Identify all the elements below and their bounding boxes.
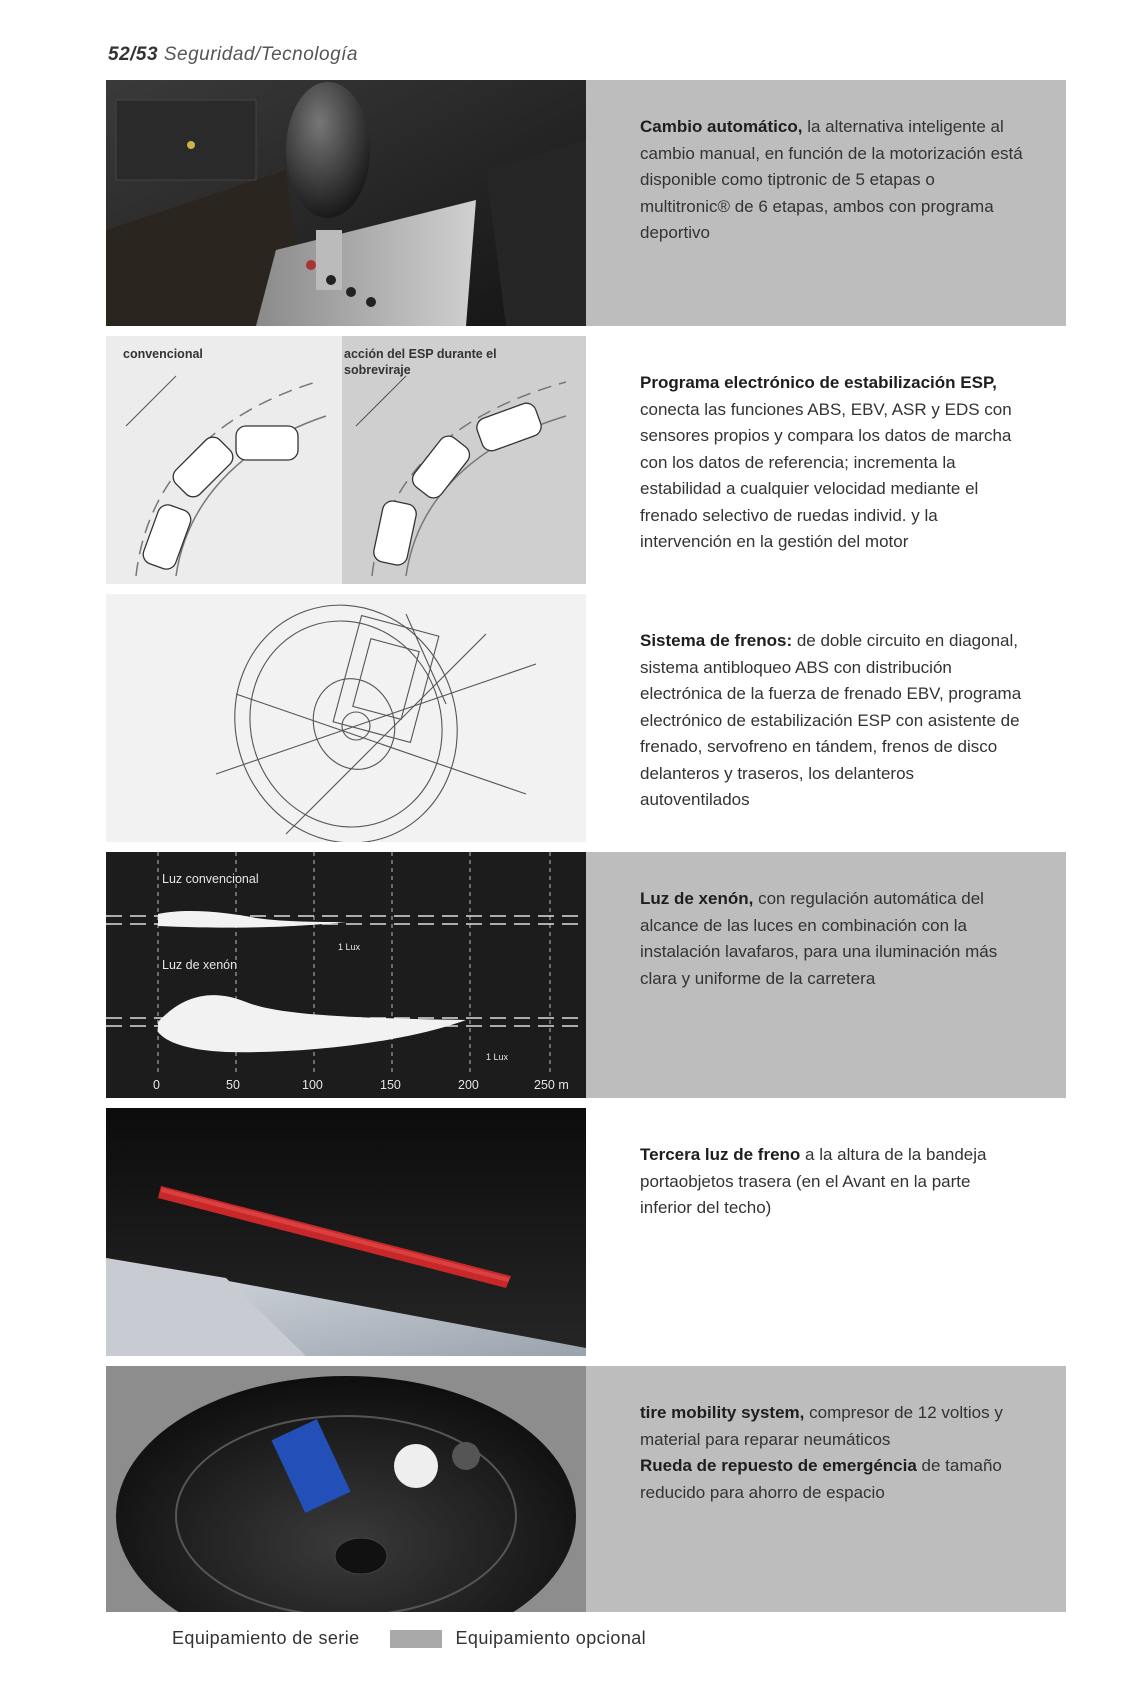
spare-wheel-photo <box>106 1366 586 1612</box>
text-frenos <box>586 594 1066 842</box>
section-title: Seguridad/Tecnología <box>163 44 358 65</box>
row-frenos <box>106 594 1066 842</box>
title-cambio: Cambio automático, <box>640 117 803 136</box>
xenon-light-chart <box>106 852 586 1098</box>
brake-drawing <box>106 594 586 842</box>
text-tercera-luz <box>586 1108 1066 1356</box>
esp-label-right: acción del ESP durante el sobreviraje <box>344 347 497 377</box>
tick-100: 100 <box>302 1078 323 1092</box>
legend-serie-label: Equipamiento de serie <box>172 1628 360 1648</box>
text-esp <box>586 336 1066 584</box>
body-xenon: con regulación automática del alcance de las luces en combinación con la instalación lavafaros, para una iluminación más clara y uniforme de la carretera <box>640 889 998 988</box>
page-header <box>108 44 358 66</box>
title-frenos: Sistema de frenos: <box>640 631 793 650</box>
title-esp: Programa electrónico de estabilización ESP, <box>640 373 997 392</box>
row-xenon <box>106 852 1066 1098</box>
legend-opcional-label: Equipamiento opcional <box>455 1628 647 1648</box>
lux-xenon: 1 Lux <box>486 1052 509 1062</box>
body-cambio: la alternativa inteligente al cambio manual, en función de la motorización está disponible como tiptronic de 5 etapas o multitronic® de 6 etapas, ambos con programa deportivo <box>640 117 1023 242</box>
lux-convencional: 1 Lux <box>338 942 361 952</box>
legend-serie-swatch <box>106 1630 158 1648</box>
title-rueda-repuesto: Rueda de repuesto de emergéncia <box>640 1456 917 1475</box>
esp-diagram <box>106 336 586 584</box>
legend-opcional-swatch <box>390 1630 442 1648</box>
page-numbers: 52/53 <box>108 44 159 65</box>
title-xenon: Luz de xenón, <box>640 889 754 908</box>
label-luz-convencional: Luz convencional <box>162 872 259 886</box>
body-tercera-luz: a la altura de la bandeja portaobjetos trasera (en el Avant en la parte inferior del techo) <box>640 1145 987 1217</box>
label-luz-xenon: Luz de xenón <box>162 958 238 972</box>
text-tire-mobility <box>586 1366 1066 1612</box>
tick-0: 0 <box>153 1078 160 1092</box>
text-xenon <box>586 852 1066 1098</box>
tick-250: 250 m <box>534 1078 569 1092</box>
body-esp: conecta las funciones ABS, EBV, ASR y EDS con sensores propios y compara los datos de marcha con los datos de referencia; incrementa la estabilidad a cualquier velocidad mediante el frenado selectivo de ruedas individ. y la intervención en la gestión del motor <box>640 399 1012 551</box>
text-cambio <box>586 80 1066 326</box>
esp-label-left: convencional <box>123 347 203 361</box>
legend-opcional <box>390 1628 647 1649</box>
brake-light-photo <box>106 1108 586 1356</box>
tick-50: 50 <box>226 1078 240 1092</box>
body-rueda-repuesto: de tamaño reducido para ahorro de espacio <box>640 1456 1002 1502</box>
title-tercera-luz: Tercera luz de freno <box>640 1145 801 1164</box>
row-cambio <box>106 80 1066 326</box>
body-frenos: de doble circuito en diagonal, sistema antibloqueo ABS con distribución electrónica de la fuerza de frenado EBV, programa electrónico de estabilización ESP con asistente de frenado, servofreno en tándem, frenos de disco delanteros y traseros, los delanteros autoventilados <box>640 631 1022 809</box>
legend <box>106 1628 676 1649</box>
body-tire-mobility: compresor de 12 voltios y material para reparar neumáticos <box>640 1403 1003 1449</box>
gear-shifter-photo <box>106 80 586 326</box>
row-tercera-luz <box>106 1108 1066 1356</box>
row-esp <box>106 336 1066 584</box>
legend-serie <box>106 1628 360 1649</box>
tick-200: 200 <box>458 1078 479 1092</box>
tick-150: 150 <box>380 1078 401 1092</box>
row-tire-mobility <box>106 1366 1066 1612</box>
title-tire-mobility: tire mobility system, <box>640 1403 805 1422</box>
